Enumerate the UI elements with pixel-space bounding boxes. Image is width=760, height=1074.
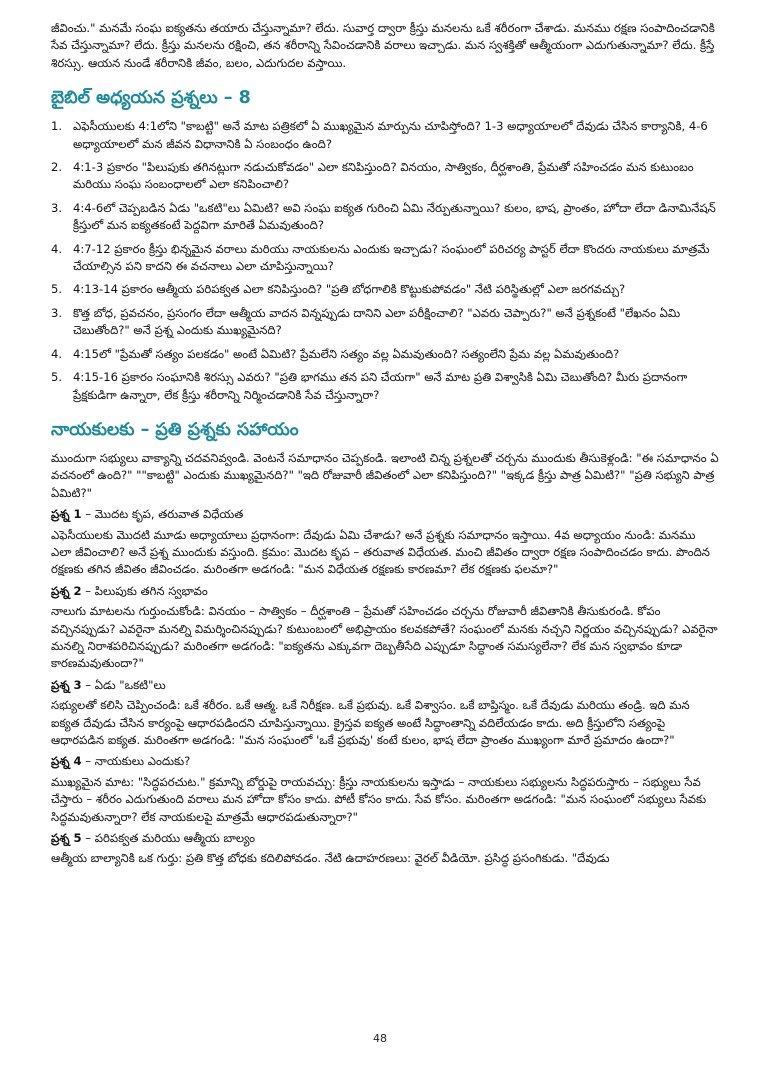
question-text: 4:15-16 ప్రకారం సంఘానికి శిరస్సు ఎవరు? "ప్రతి భాగము తన పని చేయగా" అనే మాట ప్రతి విశ్వాసికి ఏమి చెబుతోంది? మీరు ప్రదానంగా ప్రేక్షకుడిగా ఉన్నారా, లేక క్రీస్తు శరీరాన్ని నిర్మించడానికి సేవ చేస్తున్నారా?: [73, 370, 688, 402]
list-item: [51, 159, 719, 194]
question-number: 3.: [51, 200, 63, 215]
page-number: 48: [373, 1032, 387, 1045]
question-text: 4:7-12 ప్రకారం క్రీస్తు భిన్నమైన వరాలు మరియు నాయకులను ఎందుకు ఇచ్చాడు? సంఘంలో పరిచర్య పాస్టర్ లేదా కొందరు నాయకులు మాత్రమే చేయాల్సిన పని కాదని ఈ వచనాలు ఎలా చూపిస్తున్నాయి?: [73, 241, 710, 274]
leader-help-block: [51, 830, 719, 868]
question-label: ప్రశ్న 2: [51, 583, 82, 598]
list-item: [51, 200, 719, 235]
question-subtitle: – నాయకులు ఎందుకు?: [81, 754, 191, 769]
question-label: ప్రశ్న 5: [51, 831, 82, 846]
section-title-leader-help: నాయకులకు – ప్రతి ప్రశ్నకు సహాయం: [51, 419, 299, 440]
question-subtitle: – పిలుపుకు తగిన స్వభావం: [81, 583, 208, 598]
block-body: ఎఫెసీయులకు మొదటి మూడు అధ్యాయాలు ప్రధానంగా: దేవుడు ఏమి చేశాడు? అనే ప్రశ్నకు సమాధానం ఇస్తాయి. 4వ అధ్యాయం నుండి: మనము ఎలా జీవించాలి? అనే ప్రశ్న ముందుకు వస్తుంది. క్రమం: మొదట కృప – తరువాత విధేయత. మంచి జీవితం ద్వారా రక్షణ సంపాదించడం కాదు. పొందిన రక్షణకు తగిన జీవితం జీవించడం. మరింతగా అడగండి: "మన విధేయత రక్షణకు కారణమా? లేక రక్షణకు ఫలమా?": [51, 527, 710, 577]
intro-paragraph: జీవించు." మనమే సంఘ ఐక్యతను తయారు చేస్తున్నామా? లేదు. సువార్త ద్వారా క్రీస్తు మనలను ఒకే శరీరంగా చేశాడు. మనము రక్షణ సంపాదించడానికి సేవ చేస్తున్నామా? లేదు. క్రీస్తు మనలను రక్షించి, తన శరీరాన్ని సేవించడానికి వరాలు ఇచ్చాడు. మన స్వశక్తితో ఆత్మీయంగా ఎదుగుతున్నామా? లేదు. క్రీస్తే శిరస్సు. ఆయన నుండే శరీరానికి జీవం, బలం, ఎదుగుదల వస్తాయి.: [51, 21, 715, 70]
leader-help-block: [51, 506, 719, 579]
question-text: 4:13-14 ప్రకారం ఆత్మీయ పరిపక్వత ఎలా కనిపిస్తుంది? "ప్రతి బోధగాలికి కొట్టుకుపోవడం" నేటి పరిస్థితుల్లో ఎలా జరగవచ్చు?: [73, 282, 626, 297]
list-item: [51, 281, 719, 298]
list-item: [51, 118, 719, 153]
block-body: ఆత్మీయ బాల్యానికి ఒక గుర్తు: ప్రతి కొత్త బోధకు కదిలిపోవడం. నేటి ఉదాహరణలు: వైరల్ వీడియో. ప్రసిద్ధ ప్రసంగికుడు. "దేవుడు: [51, 851, 610, 866]
list-item: [51, 305, 719, 340]
block-body: ముఖ్యమైన మాట: "సిద్ధపరచుట." క్రమాన్ని బోర్డుపై రాయవచ్చు: క్రీస్తు నాయకులను ఇస్తాడు – నాయకులు సభ్యులను సిద్ధపరుస్తారు – సభ్యులు సేవ చేస్తారు – శరీరం ఎదుగుతుంది వరాలు మన హోదా కోసం కాదు. పోటీ కోసం కాదు. సేవ కోసం. మరింతగా అడగండి: "మన సంఘంలో సభ్యులు సేవకు సిద్ధమవుతున్నారా? లేక నాయకులపై మాత్రమే ఆధారపడుతున్నారా?": [51, 774, 707, 824]
question-label: ప్రశ్న 3: [51, 677, 82, 692]
block-heading: [51, 506, 719, 523]
question-label: ప్రశ్న 4: [51, 754, 82, 769]
question-text: కొత్త బోధ, ప్రవచనం, ప్రసంగం లేదా ఆత్మీయ వాదన విన్నప్పుడు దానిని ఎలా పరీక్షించాలి? "ఎవరు చెప్పారు?" అనే ప్రశ్నకంటే "లేఖనం ఏమి చెబుతోంది?" అనే ప్రశ్న ఎందుకు ముఖ్యమైనది?: [73, 305, 681, 338]
question-number: 5.: [51, 282, 63, 297]
block-body: సభ్యులతో కలిసి చెప్పించండి: ఒకే శరీరం. ఒకే ఆత్మ. ఒకే నిరీక్షణ. ఒకే ప్రభువు. ఒకే విశ్వాసం. ఒకే బాప్తిస్మం. ఒకే దేవుడు మరియు తండ్రి. ఇది మన ఐక్యత దేవుడు చేసిన కార్యంపై ఆధారపడిందని చూపిస్తున్నాయి. క్రైస్తవ ఐక్యత అంటే సిద్ధాంతాన్ని వదిలేయడం కాదు. అది క్రీస్తులోని సత్యంపై ఆధారపడిన ఐక్యత. మరింతగా అడగండి: "మన సంఘంలో 'ఒకే ప్రభువు' కంటే కులం, భాష లేదా ప్రాంతం ముఖ్యంగా మారే ప్రమాదం ఉందా?": [51, 698, 690, 747]
question-text: 4:1-3 ప్రకారం "పిలుపుకు తగినట్లుగా నడుచుకోవడం" ఎలా కనిపిస్తుంది? వినయం, సాత్వికం, దీర్ఘశాంతి, ప్రేమతో సహించడం మన కుటుంబం మరియు సంఘ సంబంధాలలో ఎలా కనిపించాలి?: [73, 160, 694, 192]
leader-help-block: [51, 583, 719, 673]
leader-help-block: [51, 753, 719, 826]
leader-help-block: [51, 677, 719, 750]
question-text: 4:15లో "ప్రేమతో సత్యం పలకడం" అంటే ఏమిటి? ప్రేమలేని సత్యం వల్ల ఏమవుతుంది? సత్యంలేని ప్రేమ వల్ల ఏమవుతుంది?: [73, 346, 620, 361]
block-heading: [51, 677, 719, 694]
question-subtitle: – మొదట కృప, తరువాత విధేయత: [81, 507, 244, 522]
question-text: 4:4-6లో చెప్పబడిన ఏడు "ఒకటి"లు ఏమిటి? అవి సంఘ ఐక్యత గురించి ఏమి నేర్పుతున్నాయి? కులం, భాష, ప్రాంతం, హోదా లేదా డినామినేషన్ క్రీస్తులో మన ఐక్యతకంటే పెద్దవిగా మారితే ఏమవుతుంది?: [73, 200, 716, 233]
study-questions-list: [51, 118, 719, 404]
question-number: 4.: [51, 346, 63, 361]
question-subtitle: – పరిపక్వత మరియు ఆత్మీయ బాల్యం: [81, 831, 256, 846]
question-number: 5.: [51, 370, 63, 385]
leader-intro-paragraph: ముందుగా సభ్యులు వాక్యాన్ని చదవనివ్వండి. వెంటనే సమాధానం చెప్పకండి. ఇలాంటి చిన్న ప్రశ్నలతో చర్చను ముందుకు తీసుకెళ్లండి: "ఈ సమాధానం ఏ వచనంలో ఉంది?" ""కాబట్టి" ఎందుకు ముఖ్యమైనది?" "ఇది రోజువారీ జీవితంలో ఎలా కనిపిస్తుంది?" "ఇక్కడ క్రీస్తు పాత్ర ఏమిటి?" "ప్రతి సభ్యుని పాత్ర ఏమిటి?": [51, 450, 719, 500]
question-number: 3.: [51, 305, 63, 320]
question-text: ఎఫెసీయులకు 4:1లోని "కాబట్టి" అనే మాట పత్రికలో ఏ ముఖ్యమైన మార్పును చూపిస్తోంది? 1-3 అధ్యాయాలలో దేవుడు చేసిన కార్యానికి, 4-6 అధ్యాయాలలో మన జీవన విధానానికి ఏ సంబంధం ఉంది?: [73, 119, 708, 151]
block-heading: [51, 753, 719, 770]
block-body: నాలుగు మాటలను గుర్తుంచుకోండి: వినయం – సాత్వికం – దీర్ఘశాంతి – ప్రేమతో సహించడం చర్చను రోజువారీ జీవితానికి తీసుకురండి. కోపం వచ్చినప్పుడు? ఎవరైనా మనల్ని విమర్శించినప్పుడు? కుటుంబంలో అభిప్రాయం కలవకపోతే? సంఘంలో మనకు నచ్చని నిర్ణయం వచ్చినప్పుడు? ఎవరైనా మనల్ని నిరాశపరిచినప్పుడు? మరింతగా అడగండి: "ఐక్యతను ఎక్కువగా దెబ్బతీసేది ఎప్పుడూ సిద్ధాంత సమస్యలేనా? లేక మన స్వభావం కూడా కారణమవుతుందా?": [51, 604, 718, 671]
block-heading: [51, 830, 719, 847]
block-heading: [51, 583, 719, 600]
section-title-study-questions: బైబిల్ అధ్యయన ప్రశ్నలు – 8: [51, 88, 251, 109]
list-item: [51, 241, 719, 276]
list-item: [51, 346, 719, 363]
question-label: ప్రశ్న 1: [51, 507, 82, 522]
list-item: [51, 369, 719, 404]
question-number: 4.: [51, 241, 63, 256]
page-content: [51, 20, 719, 872]
question-subtitle: – ఏడు "ఒకటి"లు: [81, 677, 166, 692]
question-number: 1.: [51, 119, 63, 134]
question-number: 2.: [51, 160, 63, 175]
